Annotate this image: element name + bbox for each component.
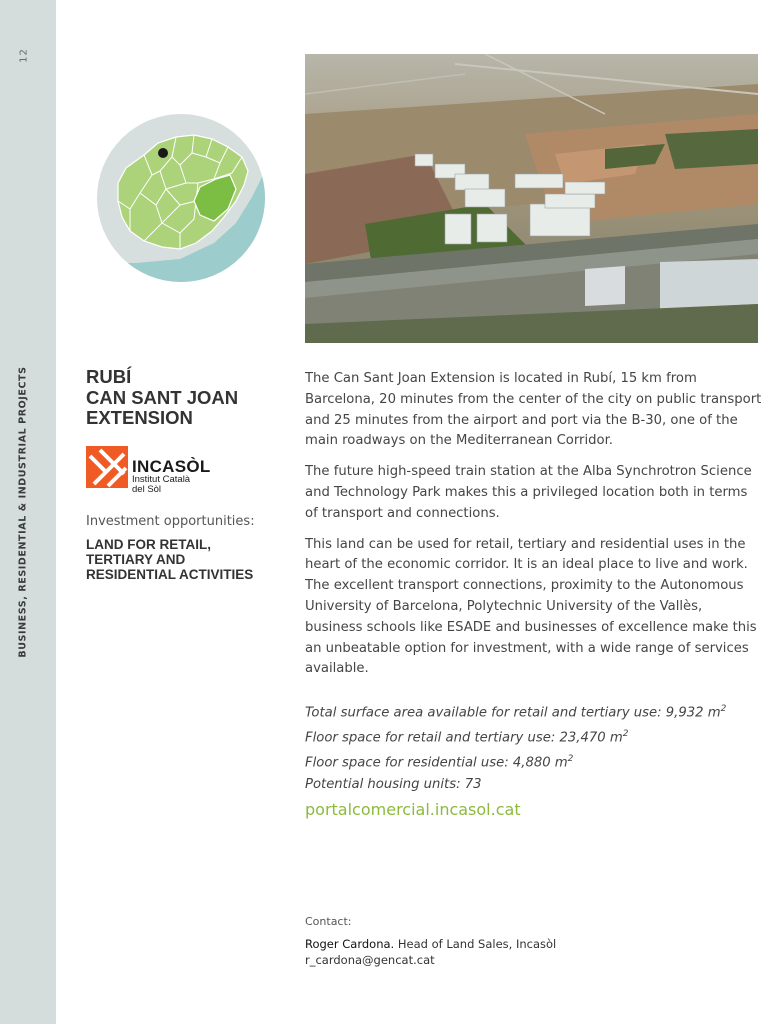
description <box>305 369 763 690</box>
sidebar <box>0 0 56 1024</box>
section-label: BUSINESS, RESIDENTIAL & INDUSTRIAL PROJECTS <box>17 366 29 658</box>
description-paragraph-2: The future high-speed train station at the Alba Synchrotron Science and Technology Park makes this a privileged location both in terms of transport and connections. <box>305 464 752 521</box>
investment-label: Investment opportunities: <box>86 514 255 529</box>
contact-block <box>305 914 760 968</box>
investment-type <box>86 537 286 582</box>
contact-email[interactable]: r_cardona@gencat.cat <box>305 953 435 967</box>
contact-label: Contact: <box>305 915 352 928</box>
portal-link[interactable]: portalcomercial.incasol.cat <box>305 800 521 819</box>
project-title <box>86 367 286 429</box>
location-marker <box>158 148 168 158</box>
aerial-photo <box>305 54 758 343</box>
contact-role: Head of Land Sales, Incasòl <box>394 937 557 951</box>
contact-person <box>305 936 760 952</box>
stat-retail-floor: Floor space for retail and tertiary use: 23,470 $m^2$ <box>305 729 629 746</box>
title-line-1: RUBÍ <box>86 366 132 387</box>
incasol-logo-icon <box>86 446 128 488</box>
page-number: 12 <box>18 48 30 63</box>
description-paragraph-1: The Can Sant Joan Extension is located in Rubí, 15 km from Barcelona, 20 minutes from the center of the city on public transport and 25 minutes from the airport and port via the B-30, one of the main roadways on the Mediterranean Corridor. <box>305 371 762 449</box>
logo-name: INCASÒL <box>132 457 211 476</box>
title-line-2: CAN SANT JOAN <box>86 386 239 408</box>
location-map <box>96 113 266 283</box>
investment-type-line-2: TERTIARY AND <box>86 552 186 567</box>
stat-residential-floor: Floor space for residential use: 4,880 $m^2$ <box>305 754 574 771</box>
logo-subtitle-2: del Sòl <box>132 484 162 495</box>
stat-housing-units: Potential housing units: 73 <box>305 776 482 792</box>
logo-subtitle-1: Institut Català <box>132 474 191 485</box>
incasol-logo <box>86 446 246 495</box>
investment-type-line-3: RESIDENTIAL ACTIVITIES <box>86 567 254 582</box>
description-paragraph-3: This land can be used for retail, tertiary and residential uses in the heart of the economic corridor. It is an ideal place to live and work. The excellent transport connections, proximity to the Autonomous University of Barcelona, Polytechnic University of the Vallès, business schools like ESADE and businesses of excellence make this an unbeatable option for investment, with a wide range of services available. <box>305 536 757 677</box>
contact-name: Roger Cardona. <box>305 937 395 951</box>
stat-total-surface: Total surface area available for retail and tertiary use: 9,932 $m^2$ <box>305 704 727 721</box>
investment-type-line-1: LAND FOR RETAIL, <box>86 537 211 552</box>
title-line-3: EXTENSION <box>86 407 193 428</box>
stats <box>305 699 760 795</box>
